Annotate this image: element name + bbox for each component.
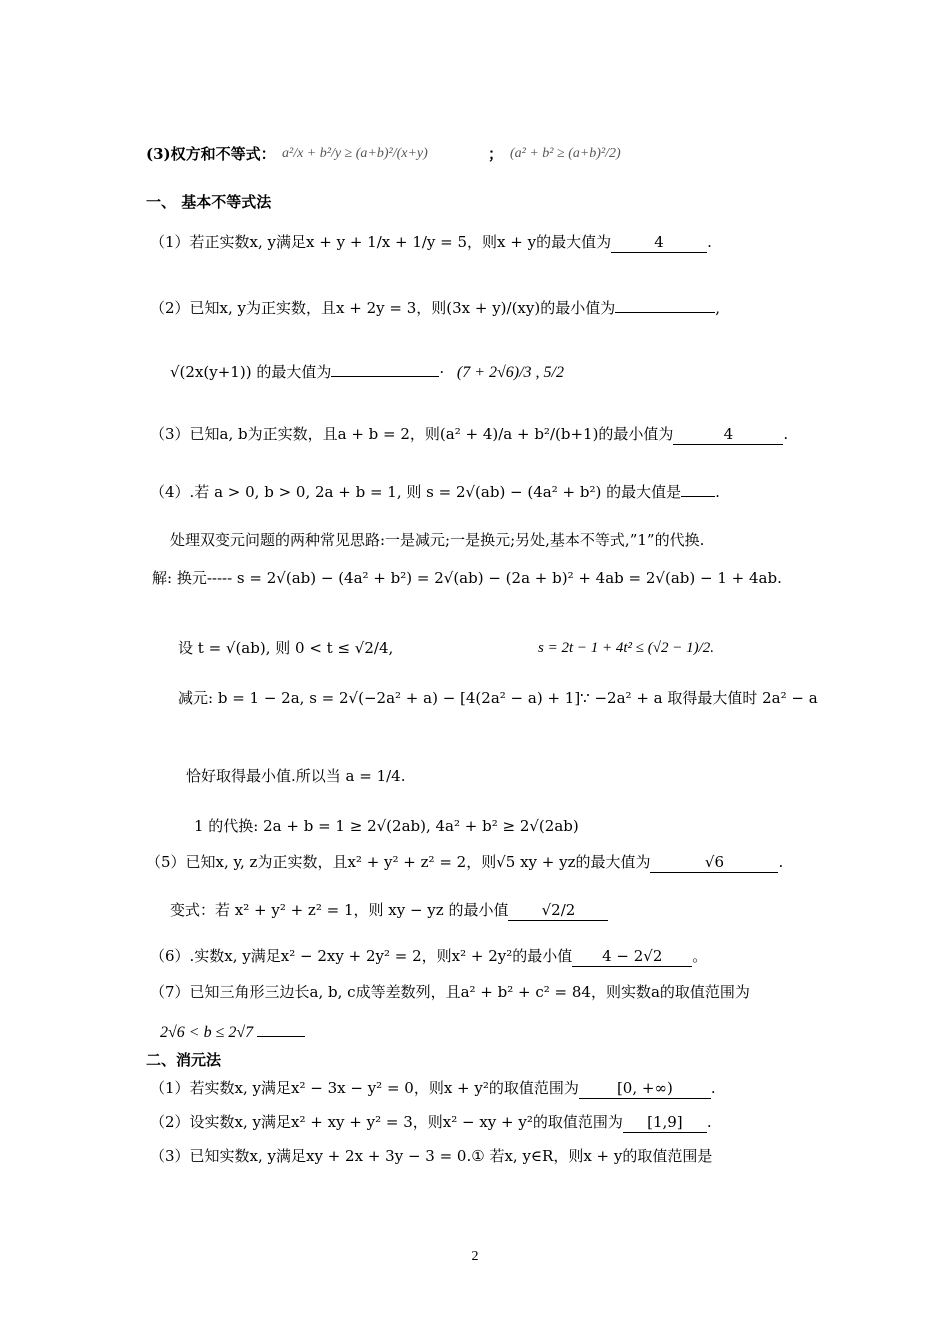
question-1-answer: [0, +∞) — [579, 1078, 711, 1099]
solution-line-4: 恰好取得最小值.所以当 a = 1/4. — [186, 767, 406, 785]
problem-2: （2）已知x, y为正实数，且x + 2y = 3，则(3x + y)/(xy)的最小值为 , — [150, 294, 720, 318]
problem-5-variant-text: 变式：若 x² + y² + z² = 1，则 xy − yz 的最小值 — [170, 901, 509, 919]
method-note: 处理双变元问题的两种常见思路:一是减元;一是换元;另处,基本不等式,”1”的代换. — [170, 531, 705, 549]
header-formula-2: (a² + b² ≥ (a+b)²/2) — [510, 146, 621, 161]
header-separator: ； — [488, 145, 504, 163]
problem-1: （1）若正实数x, y满足x + y + 1/x + 1/y = 5，则x + y的最大值为 4 . — [150, 233, 712, 251]
problem-7-blank — [257, 1018, 305, 1037]
problem-5-text: （5）已知x, y, z为正实数，且x² + y² + z² = 2，则√5 xy + yz的最大值为 — [146, 853, 651, 871]
problem-3-answer: 4 — [673, 424, 783, 445]
problem-6-text: （6）.实数x, y满足x² − 2xy + 2y² = 2，则x² + 2y²的最小值 — [150, 947, 573, 965]
problem-4-blank — [681, 478, 715, 497]
problem-7-answer-line — [160, 1018, 305, 1043]
question-2: （2）设实数x, y满足x² + xy + y² = 3，则x² − xy + y²的取值范围为 [1,9] . — [150, 1113, 712, 1131]
section-2-title: 二、消元法 — [146, 1051, 222, 1069]
problem-6-answer: 4 − 2√2 — [572, 946, 692, 967]
problem-5-variant-answer: √2/2 — [508, 900, 608, 921]
problem-2-blank-2 — [331, 358, 439, 377]
question-2-answer: [1,9] — [623, 1112, 707, 1133]
problem-2-line-2: √(2x(y+1)) 的最大值为 · (7 + 2√6)/3 , 5/2 — [170, 358, 564, 383]
problem-2-blank — [615, 294, 715, 313]
problem-5: （5）已知x, y, z为正实数，且x² + y² + z² = 2，则√5 xy + yz的最大值为 √6 . — [146, 853, 784, 871]
problem-7: （7）已知三角形三边长a, b, c成等差数列，且a² + b² + c² = 84，则实数a的取值范围为 — [150, 983, 750, 1001]
section-1-title: 一、 基本不等式法 — [146, 193, 272, 211]
question-1-text: （1）若实数x, y满足x² − 3x − y² = 0，则x + y²的取值范围为 — [150, 1079, 579, 1097]
problem-4-text: （4）.若 a > 0, b > 0, 2a + b = 1, 则 s = 2√(ab) − (4a² + b²) 的最大值是 — [150, 483, 682, 501]
header-label: (3)权方和不等式： — [146, 145, 276, 163]
problem-3-text: （3）已知a, b为正实数，且a + b = 2，则(a² + 4)/a + b²/(b+1)的最小值为 — [150, 425, 674, 443]
problem-5-answer: √6 — [650, 852, 778, 873]
problem-1-answer: 4 — [611, 232, 707, 253]
header-formula-1: a²/x + b²/y ≥ (a+b)²/(x+y) — [282, 146, 428, 161]
problem-2-answer: (7 + 2√6)/3 , 5/2 — [456, 364, 564, 381]
problem-2-text: （2）已知x, y为正实数，且x + 2y = 3，则(3x + y)/(xy)的最小值为 — [150, 299, 616, 317]
problem-1-text: （1）若正实数x, y满足x + y + 1/x + 1/y = 5，则x + y的最大值为 — [150, 233, 612, 251]
page-number: 2 — [471, 1249, 479, 1264]
question-2-text: （2）设实数x, y满足x² + xy + y² = 3，则x² − xy + y²的取值范围为 — [150, 1113, 623, 1131]
solution-line-2-left: 设 t = √(ab), 则 0 < t ≤ √2/4, — [178, 639, 394, 657]
problem-3: （3）已知a, b为正实数，且a + b = 2，则(a² + 4)/a + b²/(b+1)的最小值为 4 . — [150, 425, 789, 443]
question-1: （1）若实数x, y满足x² − 3x − y² = 0，则x + y²的取值范围为 [0, +∞) . — [150, 1079, 716, 1097]
problem-7-answer: 2√6 < b ≤ 2√7 — [160, 1024, 254, 1041]
problem-6: （6）.实数x, y满足x² − 2xy + 2y² = 2，则x² + 2y²的最小值 4 − 2√2 。 — [150, 947, 708, 965]
problem-5-variant — [170, 900, 608, 921]
question-3: （3）已知实数x, y满足xy + 2x + 3y − 3 = 0.① 若x, y∈R，则x + y的取值范围是 — [150, 1147, 713, 1165]
problem-2-line2-text: √(2x(y+1)) 的最大值为 — [170, 363, 332, 381]
solution-line-1: 解: 换元----- s = 2√(ab) − (4a² + b²) = 2√(ab) − (2a + b)² + 4ab = 2√(ab) − 1 + 4ab. — [152, 569, 782, 587]
solution-line-3: 减元: b = 1 − 2a, s = 2√(−2a² + a) − [4(2a² − a) + 1]∵ −2a² + a 取得最大值时 2a² − a — [178, 689, 818, 707]
problem-4: （4）.若 a > 0, b > 0, 2a + b = 1, 则 s = 2√(ab) − (4a² + b²) 的最大值是 . — [150, 478, 720, 502]
solution-line-2-right: s = 2t − 1 + 4t² ≤ (√2 − 1)/2. — [538, 640, 715, 656]
solution-line-5: 1 的代换: 2a + b = 1 ≥ 2√(2ab), 4a² + b² ≥ 2√(2ab) — [194, 817, 579, 835]
